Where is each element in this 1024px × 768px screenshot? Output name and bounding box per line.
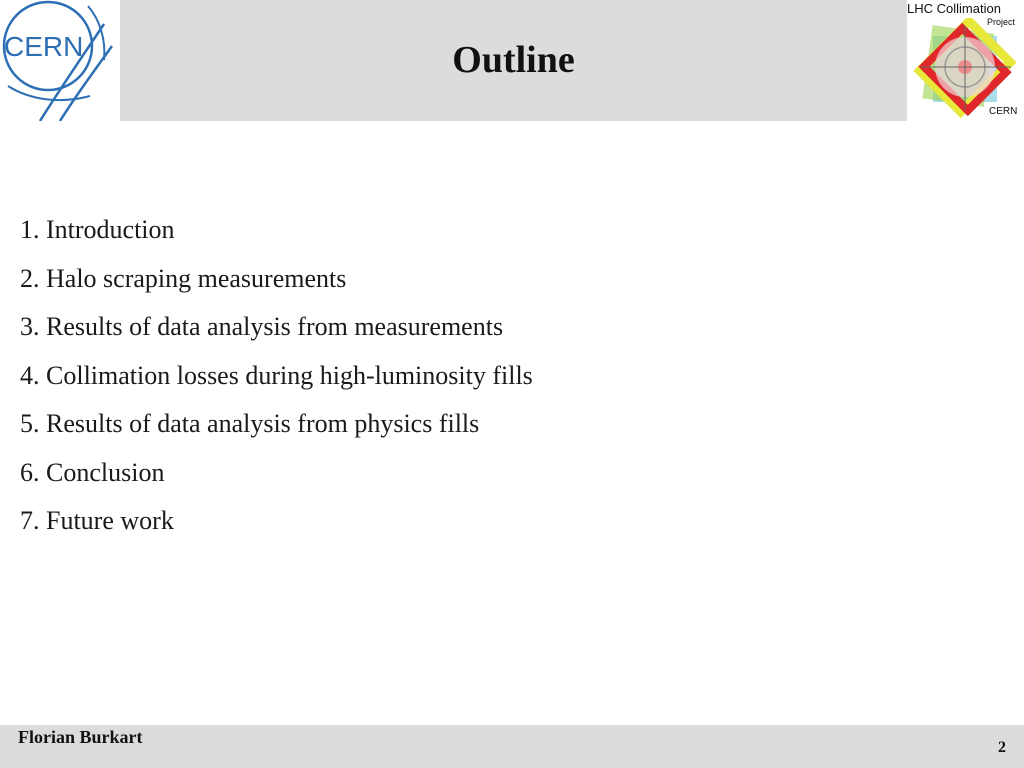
cern-logo (0, 0, 120, 121)
outline-item: 1. Introduction (20, 215, 175, 244)
lhc-logo-cern: CERN (989, 106, 1018, 117)
outline-item: 6. Conclusion (20, 457, 165, 487)
outline-item: 3. Results of data analysis from measurements (20, 312, 504, 341)
lhc-logo-title: LHC Collimation (907, 1, 1001, 16)
collimator-graphic-icon (913, 18, 1017, 118)
outline-item: 2. Halo scraping measurements (20, 263, 347, 293)
outline-item: 7. Future work (20, 506, 174, 535)
cern-logo-icon (0, 0, 120, 121)
slide-footer (0, 725, 1024, 768)
cern-logo-text: CERN (4, 31, 84, 62)
footer-author: Florian Burkart (18, 727, 143, 747)
page-number: 2 (998, 739, 1006, 756)
outline-item: 5. Results of data analysis from physics fills (20, 409, 480, 438)
lhc-collimation-logo (907, 0, 1024, 121)
outline-item: 4. Collimation losses during high-luminosity fills (20, 360, 533, 390)
slide-header (0, 0, 1024, 121)
lhc-logo-project: Project (987, 17, 1016, 27)
slide-title: Outline (452, 39, 575, 81)
outline-list (20, 206, 533, 546)
